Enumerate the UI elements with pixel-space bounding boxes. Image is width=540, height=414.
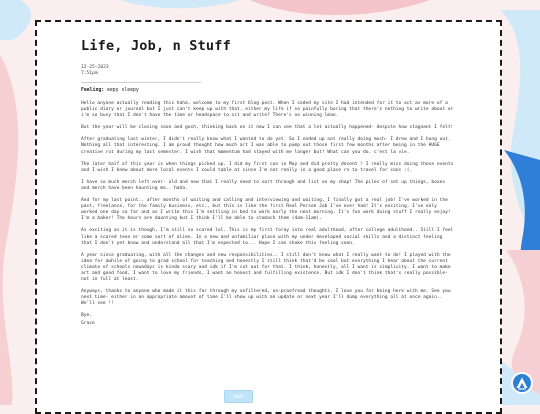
post-title: Life, Job, n Stuff — [81, 38, 231, 54]
post-paragraph: The later half of this year is when things picked up. I did my first con in May and did pretty decent ! I really miss doing those events and I wish I knew about more local events I could table at since I'm not really in a good place rn to travel for cons :(. — [81, 161, 454, 173]
post-paragraph: Anyways, thanks to anyone who made it this far through my unfiltered, un-proofread thoughts. I love you for being here with me. See you next time- either in an appropriate amount of time I'll show up with an update or next year I'll dump everything all at once again.. We'll see !! — [81, 289, 451, 307]
sign-off: Bye. — [81, 313, 92, 319]
post-paragraph: Hello anyone actually reading this haha, welcome to my first blog post. When I coded my site I had intended for it to act as more of a public diary or journal but I just can't keep up with that. either my life if so painfully boring that there's nothing to write about or i'm so busy that I don't have the time or headspace to sit and write? There's no winning lmao. — [81, 101, 454, 119]
feeling-label: Feeling: — [81, 88, 105, 93]
post-paragraph: A year since graduating, with all the changes and new responsibilities.. I still don't know what I really want to do! I played with the idea for awhile of going to grad school for teaching and honestly I still think that'd be cool but everything I hear about the current climate of schools nowadays is kinda scary and idk if I'm cut out for that. I think, honestly, all I want is simplicity. I want to make art and good food, I want to love my friends, I want an honest and fulfilling existence. But idk I don't think that's really possible- not in full at least. — [81, 252, 451, 283]
blog-post-card — [35, 20, 502, 414]
pink-swirl-left — [0, 40, 18, 405]
blue-swirl-top — [120, 0, 240, 8]
post-paragraph: And for my last point.. after months of waiting and calling and interviewing and waiting, I finally got a real job! I've worked in the past, freelance, for the family business, etc., but this is like the first Real Person Job I've ever had! It's exciting, I've only worked one day so far and as I write this I'm settling in bed to work early the next morning. It's fun work doing stuff I really enjoy! I'm a baker! The hours are daunting but I think I'll be able to stomach them (4am-11am). — [81, 198, 451, 222]
post-paragraph: As exciting as it is though, I'm still so scared lol. This is my first foray into real adulthood, after college adulthood.. Still I feel like a scared teen or some sort of alien. In a new and unfamiliar place with my under developed social skills and a distinct feeling that I don't yet know and understand all that I'm expected to... Hope I can shake this feeling soon. — [81, 228, 454, 246]
pink-swirl-top — [250, 0, 430, 15]
title-divider — [81, 82, 201, 83]
post-paragraph: I have so much merch left over- old and new that I really need to sort through and list on my shop! The piles of set up things, boxes and merch have been haunting me.. haha. — [81, 179, 446, 191]
post-paragraph: After graduating last winter, I didn't really know what I wanted to do yet. So I ended up not really doing much- I drew and I hung out. Nothing all that interesting. I am proud thought how much art I was able to pump out those first few months after being in the HUGE creative rut during my last semester. I wish that momentum had stayed with me longer but! What can you do, c'est la vie. — [81, 137, 451, 155]
feeling-line — [81, 88, 456, 93]
back-button[interactable]: back — [224, 390, 253, 403]
post-date: 12-25-2023 — [81, 65, 109, 70]
up-arrow-logo-icon — [515, 376, 529, 390]
blue-swirl-left-top — [0, 0, 31, 40]
feeling-value: eepy sleepy — [107, 88, 139, 93]
floating-brand-button[interactable] — [511, 372, 533, 394]
post-paragraph: But the year will be closing soon and gosh, thinking back on it now I can see that a lot actually happened- despite how stagnant I felt! — [81, 125, 454, 131]
post-time: 7:51pm — [81, 71, 98, 76]
author-name: Grace — [81, 320, 95, 326]
